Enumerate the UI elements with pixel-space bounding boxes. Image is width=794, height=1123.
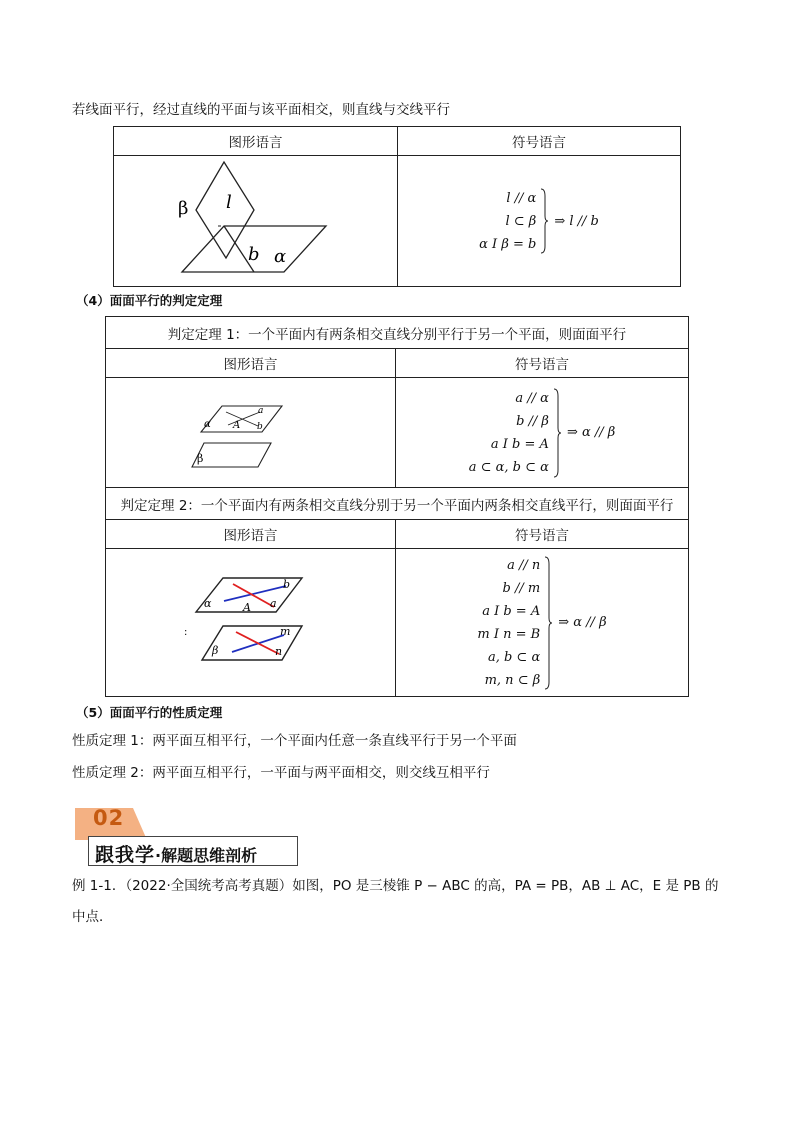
line-plane-table — [113, 126, 681, 287]
plane-plane-table — [105, 316, 689, 697]
example-line-1: 例 1-1．（2022·全国统考高考真题）如图，PO 是三棱锥 P − ABC 的高，PA = PB，AB ⊥ AC，E 是 PB 的 — [72, 878, 719, 894]
A-label: A — [233, 420, 241, 431]
theorem-2: 判定定理 2：一个平面内有两条相交直线分别于另一个平面内两条相交直线平行，则面面平行 — [106, 488, 689, 520]
m-label: m — [280, 625, 291, 638]
b-label: b — [257, 422, 263, 432]
example-line-2: 中点． — [72, 909, 113, 925]
alpha-label: α — [274, 246, 287, 267]
b-label: b — [248, 244, 260, 265]
b-label: b — [283, 578, 291, 591]
symbol-line: b // β — [516, 413, 549, 429]
right-brace-icon — [540, 188, 548, 254]
beta-label: β — [212, 644, 219, 657]
header-graphic: 图形语言 — [106, 520, 396, 549]
symbol-line: m, n ⊂ β — [484, 672, 541, 688]
heading-5: （5）面面平行的性质定理 — [76, 705, 223, 720]
symbol-line: l // α — [506, 190, 537, 206]
symbol-line: b // m — [502, 580, 541, 596]
right-brace-icon — [553, 388, 561, 478]
symbol-result: ⇒ α // β — [558, 615, 607, 630]
symbol-line: l ⊂ β — [505, 213, 537, 229]
header-symbol: 符号语言 — [396, 520, 689, 549]
symbol-result: ⇒ α // β — [566, 425, 616, 440]
l-label: l — [226, 192, 232, 213]
section-title-main: 跟我学 — [95, 844, 156, 866]
line-plane-figure — [114, 156, 397, 282]
theorem-1: 判定定理 1：一个平面内有两条相交直线分别平行于另一个平面，则面面平行 — [106, 317, 689, 349]
theorem2-figure — [106, 549, 395, 692]
header-symbol: 符号语言 — [396, 349, 689, 378]
property-1: 性质定理 1：两平面互相平行，一个平面内任意一条直线平行于另一个平面 — [72, 733, 517, 749]
symbol1-cell — [396, 378, 689, 488]
intro-text: 若线面平行，经过直线的平面与该平面相交，则直线与交线平行 — [72, 102, 450, 118]
symbol2-cell — [396, 549, 689, 697]
symbol-line: a I b = A — [490, 436, 549, 452]
symbol-line: a // α — [515, 390, 549, 406]
n-label: n — [275, 645, 283, 658]
section-title-sub: ·解题思维剖析 — [155, 846, 258, 865]
section-number: 02 — [93, 806, 125, 830]
alpha-label: α — [204, 597, 212, 610]
theorem1-figure — [106, 378, 395, 483]
section-title — [95, 840, 257, 867]
beta-label: β — [197, 452, 204, 465]
header-symbol: 符号语言 — [398, 127, 681, 156]
A-label: A — [243, 601, 251, 614]
alpha-label: α — [204, 419, 211, 430]
symbol-line: a I b = A — [482, 603, 541, 619]
a-label: a — [270, 597, 277, 610]
figure1-cell — [106, 378, 396, 488]
symbol-line: a, b ⊂ α — [487, 649, 541, 665]
symbol-line: a // n — [507, 557, 541, 573]
header-graphic: 图形语言 — [114, 127, 398, 156]
a-label: a — [258, 406, 264, 416]
figure2-cell — [106, 549, 396, 697]
right-brace-icon — [544, 556, 552, 690]
symbol-cell — [398, 156, 681, 287]
beta-label: β — [178, 198, 189, 219]
figure-cell — [114, 156, 398, 287]
header-graphic: 图形语言 — [106, 349, 396, 378]
symbol-line: a ⊂ α, b ⊂ α — [468, 459, 549, 475]
margin-mark: : — [184, 627, 188, 638]
symbol-result: ⇒ l // b — [554, 213, 599, 229]
heading-4: （4）面面平行的判定定理 — [76, 293, 223, 308]
property-2: 性质定理 2：两平面互相平行，一平面与两平面相交，则交线互相平行 — [72, 765, 490, 781]
symbol-line: m I n = B — [477, 626, 541, 642]
section-title-box — [88, 836, 298, 866]
symbol-line: α I β = b — [479, 236, 537, 252]
